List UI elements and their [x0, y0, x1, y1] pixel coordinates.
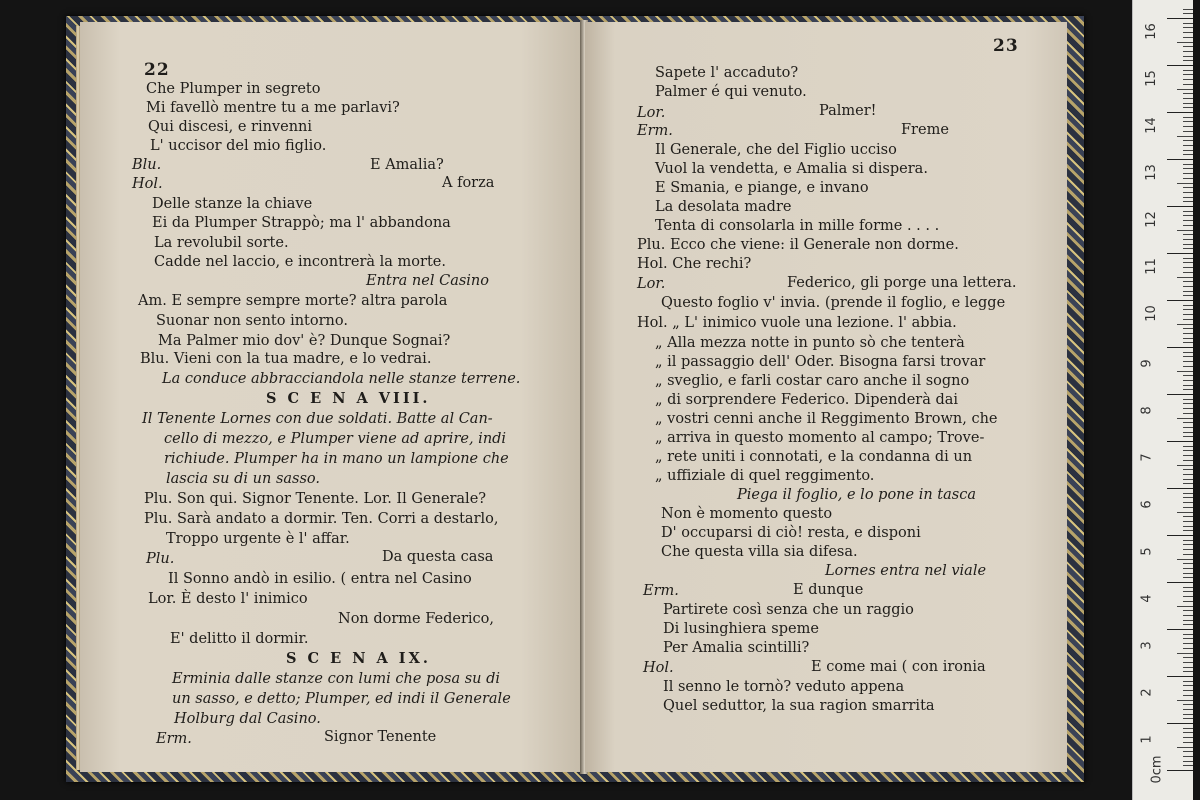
measuring-ruler [1132, 0, 1193, 800]
ruler-tick [1183, 154, 1193, 155]
ruler-tick [1183, 662, 1193, 663]
stage-direction: un sasso, e detto; Plumper, ed indi il Generale [172, 691, 511, 707]
ruler-tick [1183, 685, 1193, 686]
ruler-tick [1183, 690, 1193, 691]
stage-direction: Piega il foglio, e lo pone in tasca [737, 487, 976, 503]
ruler-tick [1183, 9, 1193, 10]
ruler-tick [1183, 427, 1193, 428]
speaker-label: Erm. [637, 123, 673, 139]
ruler-tick [1183, 84, 1193, 85]
stage-direction: Entra nel Casino [366, 273, 489, 289]
ruler-tick [1167, 441, 1193, 442]
ruler-tick [1167, 629, 1193, 630]
scene-heading: S C E N A VIII. [266, 390, 431, 407]
ruler-tick [1183, 714, 1193, 715]
ruler-tick [1183, 60, 1193, 61]
ruler-tick [1177, 42, 1193, 43]
ruler-tick [1177, 747, 1193, 748]
stage-direction: Il Tenente Lornes con due soldati. Batte al Can- [142, 411, 493, 427]
ruler-tick [1183, 615, 1193, 616]
ruler-tick [1183, 648, 1193, 649]
ruler-tick [1183, 399, 1193, 400]
page-number: 22 [144, 60, 170, 80]
ruler-number: 3 [1139, 641, 1155, 650]
ruler-tick [1183, 168, 1193, 169]
text-line: Il senno le tornò? veduto appena [663, 679, 905, 695]
speaker-label: Erm. [156, 731, 192, 747]
ruler-tick [1183, 761, 1193, 762]
ruler-tick [1183, 474, 1193, 475]
ruler-tick [1183, 220, 1193, 221]
ruler-number: 15 [1143, 70, 1159, 87]
ruler-tick [1183, 549, 1193, 550]
ruler-number: 12 [1143, 211, 1159, 228]
ruler-tick [1183, 469, 1193, 470]
stage-direction: lascia su di un sasso. [166, 471, 320, 487]
ruler-tick [1183, 225, 1193, 226]
text-line: Ma Palmer mio dov' è? Dunque Sognai? [158, 333, 451, 349]
ruler-tick [1183, 192, 1193, 193]
ruler-tick [1183, 624, 1193, 625]
ruler-tick [1183, 375, 1193, 376]
text-line: E dunque [793, 582, 864, 598]
right-page [585, 22, 1067, 772]
ruler-tick [1183, 46, 1193, 47]
ruler-number: 5 [1139, 547, 1155, 556]
ruler-tick [1183, 709, 1193, 710]
ruler-tick [1183, 262, 1193, 263]
ruler-tick [1183, 610, 1193, 611]
ruler-tick [1177, 606, 1193, 607]
speaker-label: Plu. [146, 551, 175, 567]
text-line: Signor Tenente [324, 729, 437, 745]
ruler-tick [1183, 436, 1193, 437]
ruler-tick [1167, 347, 1193, 348]
ruler-tick [1167, 65, 1193, 66]
speaker-label: Hol. [643, 660, 674, 676]
page-number: 23 [993, 36, 1019, 56]
ruler-tick [1183, 530, 1193, 531]
ruler-tick [1167, 676, 1193, 677]
text-line: Che Plumper in segreto [146, 81, 321, 97]
text-line: Cadde nel laccio, e incontrerà la morte. [154, 254, 446, 270]
ruler-tick [1183, 286, 1193, 287]
ruler-tick [1183, 211, 1193, 212]
ruler-tick [1177, 277, 1193, 278]
ruler-tick [1183, 704, 1193, 705]
text-line: Delle stanze la chiave [152, 196, 313, 212]
ruler-number: 2 [1139, 688, 1155, 697]
speaker-label: Lor. [637, 276, 666, 292]
ruler-tick [1167, 535, 1193, 536]
ruler-tick [1183, 79, 1193, 80]
left-page [80, 22, 582, 772]
text-line: „ il passaggio dell' Oder. Bisogna farsi trovar [655, 354, 986, 370]
ruler-tick [1183, 319, 1193, 320]
ruler-tick [1183, 361, 1193, 362]
text-line: D' occuparsi di ciò! resta, e disponi [661, 525, 921, 541]
text-line: „ uffiziale di quel reggimento. [655, 468, 875, 484]
ruler-tick [1183, 140, 1193, 141]
ruler-tick [1167, 723, 1193, 724]
ruler-tick [1183, 309, 1193, 310]
ruler-number: 14 [1143, 117, 1159, 134]
text-line: Blu. Vieni con la tua madre, e lo vedrai. [140, 351, 432, 367]
ruler-tick [1167, 159, 1193, 160]
ruler-tick [1167, 253, 1193, 254]
ruler-tick [1183, 408, 1193, 409]
ruler-number: 16 [1143, 23, 1159, 40]
text-line: „ sveglio, e farli costar caro anche il sogno [655, 373, 970, 389]
ruler-tick [1183, 338, 1193, 339]
ruler-tick [1183, 27, 1193, 28]
ruler-tick [1183, 479, 1193, 480]
ruler-tick [1183, 765, 1193, 766]
speaker-label: Hol. [132, 176, 163, 192]
ruler-tick [1183, 389, 1193, 390]
text-line: Qui discesi, e rinvenni [148, 119, 313, 135]
ruler-tick [1183, 70, 1193, 71]
ruler-number: 6 [1139, 500, 1155, 509]
ruler-tick [1183, 601, 1193, 602]
ruler-tick [1183, 328, 1193, 329]
ruler-number: 8 [1139, 406, 1155, 415]
ruler-tick [1183, 751, 1193, 752]
text-line: Da questa casa [382, 549, 494, 565]
ruler-tick [1183, 197, 1193, 198]
ruler-tick [1183, 173, 1193, 174]
ruler-tick [1183, 497, 1193, 498]
ruler-tick [1177, 559, 1193, 560]
ruler-tick [1183, 493, 1193, 494]
ruler-tick [1183, 150, 1193, 151]
ruler-tick [1183, 540, 1193, 541]
ruler-tick [1183, 516, 1193, 517]
ruler-tick [1183, 13, 1193, 14]
speaker-label: Erm. [643, 583, 679, 599]
ruler-tick [1183, 258, 1193, 259]
ruler-tick [1183, 305, 1193, 306]
ruler-tick [1183, 385, 1193, 386]
ruler-tick [1177, 183, 1193, 184]
ruler-tick [1183, 563, 1193, 564]
ruler-tick [1183, 422, 1193, 423]
ruler-tick [1183, 554, 1193, 555]
ruler-tick [1177, 89, 1193, 90]
text-line: Suonar non sento intorno. [156, 313, 348, 329]
ruler-tick [1177, 230, 1193, 231]
ruler-tick [1183, 667, 1193, 668]
ruler-tick [1183, 131, 1193, 132]
text-line: Non dorme Federico, [338, 611, 494, 627]
ruler-tick [1183, 446, 1193, 447]
text-line: Non è momento questo [661, 506, 833, 522]
ruler-tick [1167, 300, 1193, 301]
ruler-tick [1183, 201, 1193, 202]
ruler-tick [1183, 178, 1193, 179]
ruler-tick [1183, 117, 1193, 118]
ruler-number: 11 [1143, 258, 1159, 275]
text-line: Mi favellò mentre tu a me parlavi? [146, 100, 400, 116]
ruler-tick [1183, 248, 1193, 249]
ruler-tick [1183, 742, 1193, 743]
ruler-tick [1177, 700, 1193, 701]
ruler-tick [1183, 215, 1193, 216]
text-line: Che questa villa sia difesa. [661, 544, 858, 560]
ruler-tick [1183, 342, 1193, 343]
text-line: Plu. Ecco che viene: il Generale non dorme. [637, 237, 959, 253]
text-line: La revolubil sorte. [154, 235, 289, 251]
ruler-tick [1183, 121, 1193, 122]
ruler-tick [1183, 107, 1193, 108]
ruler-tick [1183, 634, 1193, 635]
ruler-tick [1183, 234, 1193, 235]
ruler-tick [1167, 394, 1193, 395]
ruler-number: 1 [1139, 735, 1155, 744]
stage-direction: cello di mezzo, e Plumper viene ad aprire, indi [164, 431, 507, 447]
ruler-tick [1183, 366, 1193, 367]
ruler-tick [1183, 295, 1193, 296]
ruler-tick [1183, 403, 1193, 404]
ruler-tick [1183, 380, 1193, 381]
ruler-tick [1183, 103, 1193, 104]
text-line: Hol. „ L' inimico vuole una lezione. l' abbia. [637, 315, 957, 331]
ruler-tick [1183, 732, 1193, 733]
ruler-tick [1183, 577, 1193, 578]
text-line: E' delitto il dormir. [170, 631, 309, 647]
text-line: Quel seduttor, la sua ragion smarrita [663, 698, 935, 714]
ruler-tick [1177, 512, 1193, 513]
ruler-tick [1183, 187, 1193, 188]
ruler-tick [1183, 352, 1193, 353]
ruler-tick [1183, 413, 1193, 414]
ruler-tick [1183, 573, 1193, 574]
text-line: La desolata madre [655, 199, 792, 215]
ruler-tick [1177, 465, 1193, 466]
text-line: Il Generale, che del Figlio ucciso [655, 142, 897, 158]
ruler-tick [1177, 371, 1193, 372]
text-line: Troppo urgente è l' affar. [166, 531, 350, 547]
text-line: „ rete uniti i connotati, e la condanna di un [655, 449, 973, 465]
ruler-tick [1183, 544, 1193, 545]
ruler-tick [1183, 281, 1193, 282]
ruler-tick [1183, 51, 1193, 52]
text-line: „ vostri cenni anche il Reggimento Brown, che [655, 411, 998, 427]
ruler-tick [1183, 521, 1193, 522]
ruler-tick [1183, 526, 1193, 527]
speaker-label: Lor. [637, 105, 666, 121]
text-line: L' uccisor del mio figlio. [150, 138, 327, 154]
text-line: „ di sorprendere Federico. Dipenderà dai [655, 392, 959, 408]
ruler-number: 4 [1139, 594, 1155, 603]
ruler-tick [1177, 418, 1193, 419]
scene-heading: S C E N A IX. [286, 650, 431, 667]
ruler-tick [1177, 136, 1193, 137]
ruler-tick [1177, 653, 1193, 654]
text-line: „ arriva in questo momento al campo; Trove- [655, 430, 985, 446]
ruler-tick [1183, 638, 1193, 639]
ruler-tick [1183, 23, 1193, 24]
text-line: Palmer é qui venuto. [655, 84, 807, 100]
ruler-tick [1183, 502, 1193, 503]
ruler-tick [1183, 671, 1193, 672]
text-line: Il Sonno andò in esilio. ( entra nel Casino [168, 571, 472, 587]
ruler-tick [1183, 267, 1193, 268]
ruler-tick [1183, 568, 1193, 569]
ruler-tick [1183, 483, 1193, 484]
text-line: Palmer! [819, 103, 877, 119]
ruler-tick [1183, 455, 1193, 456]
ruler-tick [1167, 112, 1193, 113]
text-line: E come mai ( con ironia [811, 659, 986, 675]
stage-direction: richiude. Plumper ha in mano un lampione che [164, 451, 509, 467]
text-line: Plu. Son qui. Signor Tenente. Lor. Il Generale? [144, 491, 487, 507]
ruler-tick [1167, 488, 1193, 489]
text-line: Partirete così senza che un raggio [663, 602, 914, 618]
ruler-tick [1183, 620, 1193, 621]
ruler-tick [1183, 596, 1193, 597]
ruler-number: 9 [1139, 359, 1155, 368]
ruler-tick [1183, 643, 1193, 644]
ruler-tick [1183, 591, 1193, 592]
stage-direction: Lornes entra nel viale [825, 563, 987, 579]
ruler-tick [1183, 460, 1193, 461]
text-line: E Smania, e piange, e invano [655, 180, 869, 196]
ruler-tick [1183, 37, 1193, 38]
ruler-number: 13 [1143, 164, 1159, 181]
text-line: A forza [442, 175, 495, 191]
ruler-tick [1183, 657, 1193, 658]
ruler-tick [1183, 507, 1193, 508]
ruler-tick [1183, 239, 1193, 240]
ruler-number: 7 [1139, 453, 1155, 462]
text-line: Sapete l' accaduto? [655, 65, 799, 81]
ruler-tick [1183, 681, 1193, 682]
ruler-tick [1183, 450, 1193, 451]
text-line: Ei da Plumper Strappò; ma l' abbandona [152, 215, 451, 231]
ruler-tick [1183, 695, 1193, 696]
text-line: Lor. È desto l' inimico [148, 591, 308, 607]
ruler-tick [1183, 74, 1193, 75]
ruler-tick [1183, 164, 1193, 165]
text-line: Freme [901, 122, 949, 138]
speaker-label: Blu. [132, 157, 162, 173]
ruler-tick [1183, 126, 1193, 127]
ruler-tick [1183, 333, 1193, 334]
ruler-tick [1167, 770, 1193, 771]
text-line: Questo foglio v' invia. (prende il foglio, e legge [661, 295, 1006, 311]
text-line: Federico, gli porge una lettera. [787, 275, 1017, 291]
stage-direction: La conduce abbracciandola nelle stanze terrene. [162, 371, 521, 387]
text-line: „ Alla mezza notte in punto sò che tenterà [655, 335, 965, 351]
ruler-tick [1183, 93, 1193, 94]
ruler-tick [1183, 244, 1193, 245]
text-line: E Amalia? [370, 157, 444, 173]
text-line: Tenta di consolarla in mille forme . . . . [655, 218, 940, 234]
text-line: Vuol la vendetta, e Amalia si dispera. [655, 161, 928, 177]
ruler-tick [1167, 206, 1193, 207]
text-line: Di lusinghiera speme [663, 621, 819, 637]
ruler-tick [1183, 272, 1193, 273]
ruler-tick [1183, 32, 1193, 33]
ruler-tick [1183, 98, 1193, 99]
ruler-tick [1183, 432, 1193, 433]
ruler-tick [1183, 756, 1193, 757]
ruler-tick [1167, 18, 1193, 19]
ruler-tick [1183, 356, 1193, 357]
ruler-tick [1183, 728, 1193, 729]
text-line: Per Amalia scintilli? [663, 640, 810, 656]
ruler-number: 10 [1143, 305, 1159, 322]
ruler-number: 0cm [1149, 755, 1165, 784]
text-line: Plu. Sarà andato a dormir. Ten. Corri a destarlo, [144, 511, 499, 527]
ruler-tick [1177, 324, 1193, 325]
text-line: Am. E sempre sempre morte? altra parola [138, 293, 448, 309]
ruler-tick [1183, 718, 1193, 719]
ruler-tick [1183, 737, 1193, 738]
text-line: Hol. Che rechi? [637, 256, 752, 272]
ruler-tick [1167, 582, 1193, 583]
stage-direction: Erminia dalle stanze con lumi che posa su di [172, 671, 501, 687]
ruler-tick [1183, 56, 1193, 57]
ruler-tick [1183, 314, 1193, 315]
ruler-tick [1183, 291, 1193, 292]
ruler-tick [1183, 587, 1193, 588]
ruler-tick [1183, 145, 1193, 146]
stage-direction: Holburg dal Casino. [174, 711, 321, 727]
